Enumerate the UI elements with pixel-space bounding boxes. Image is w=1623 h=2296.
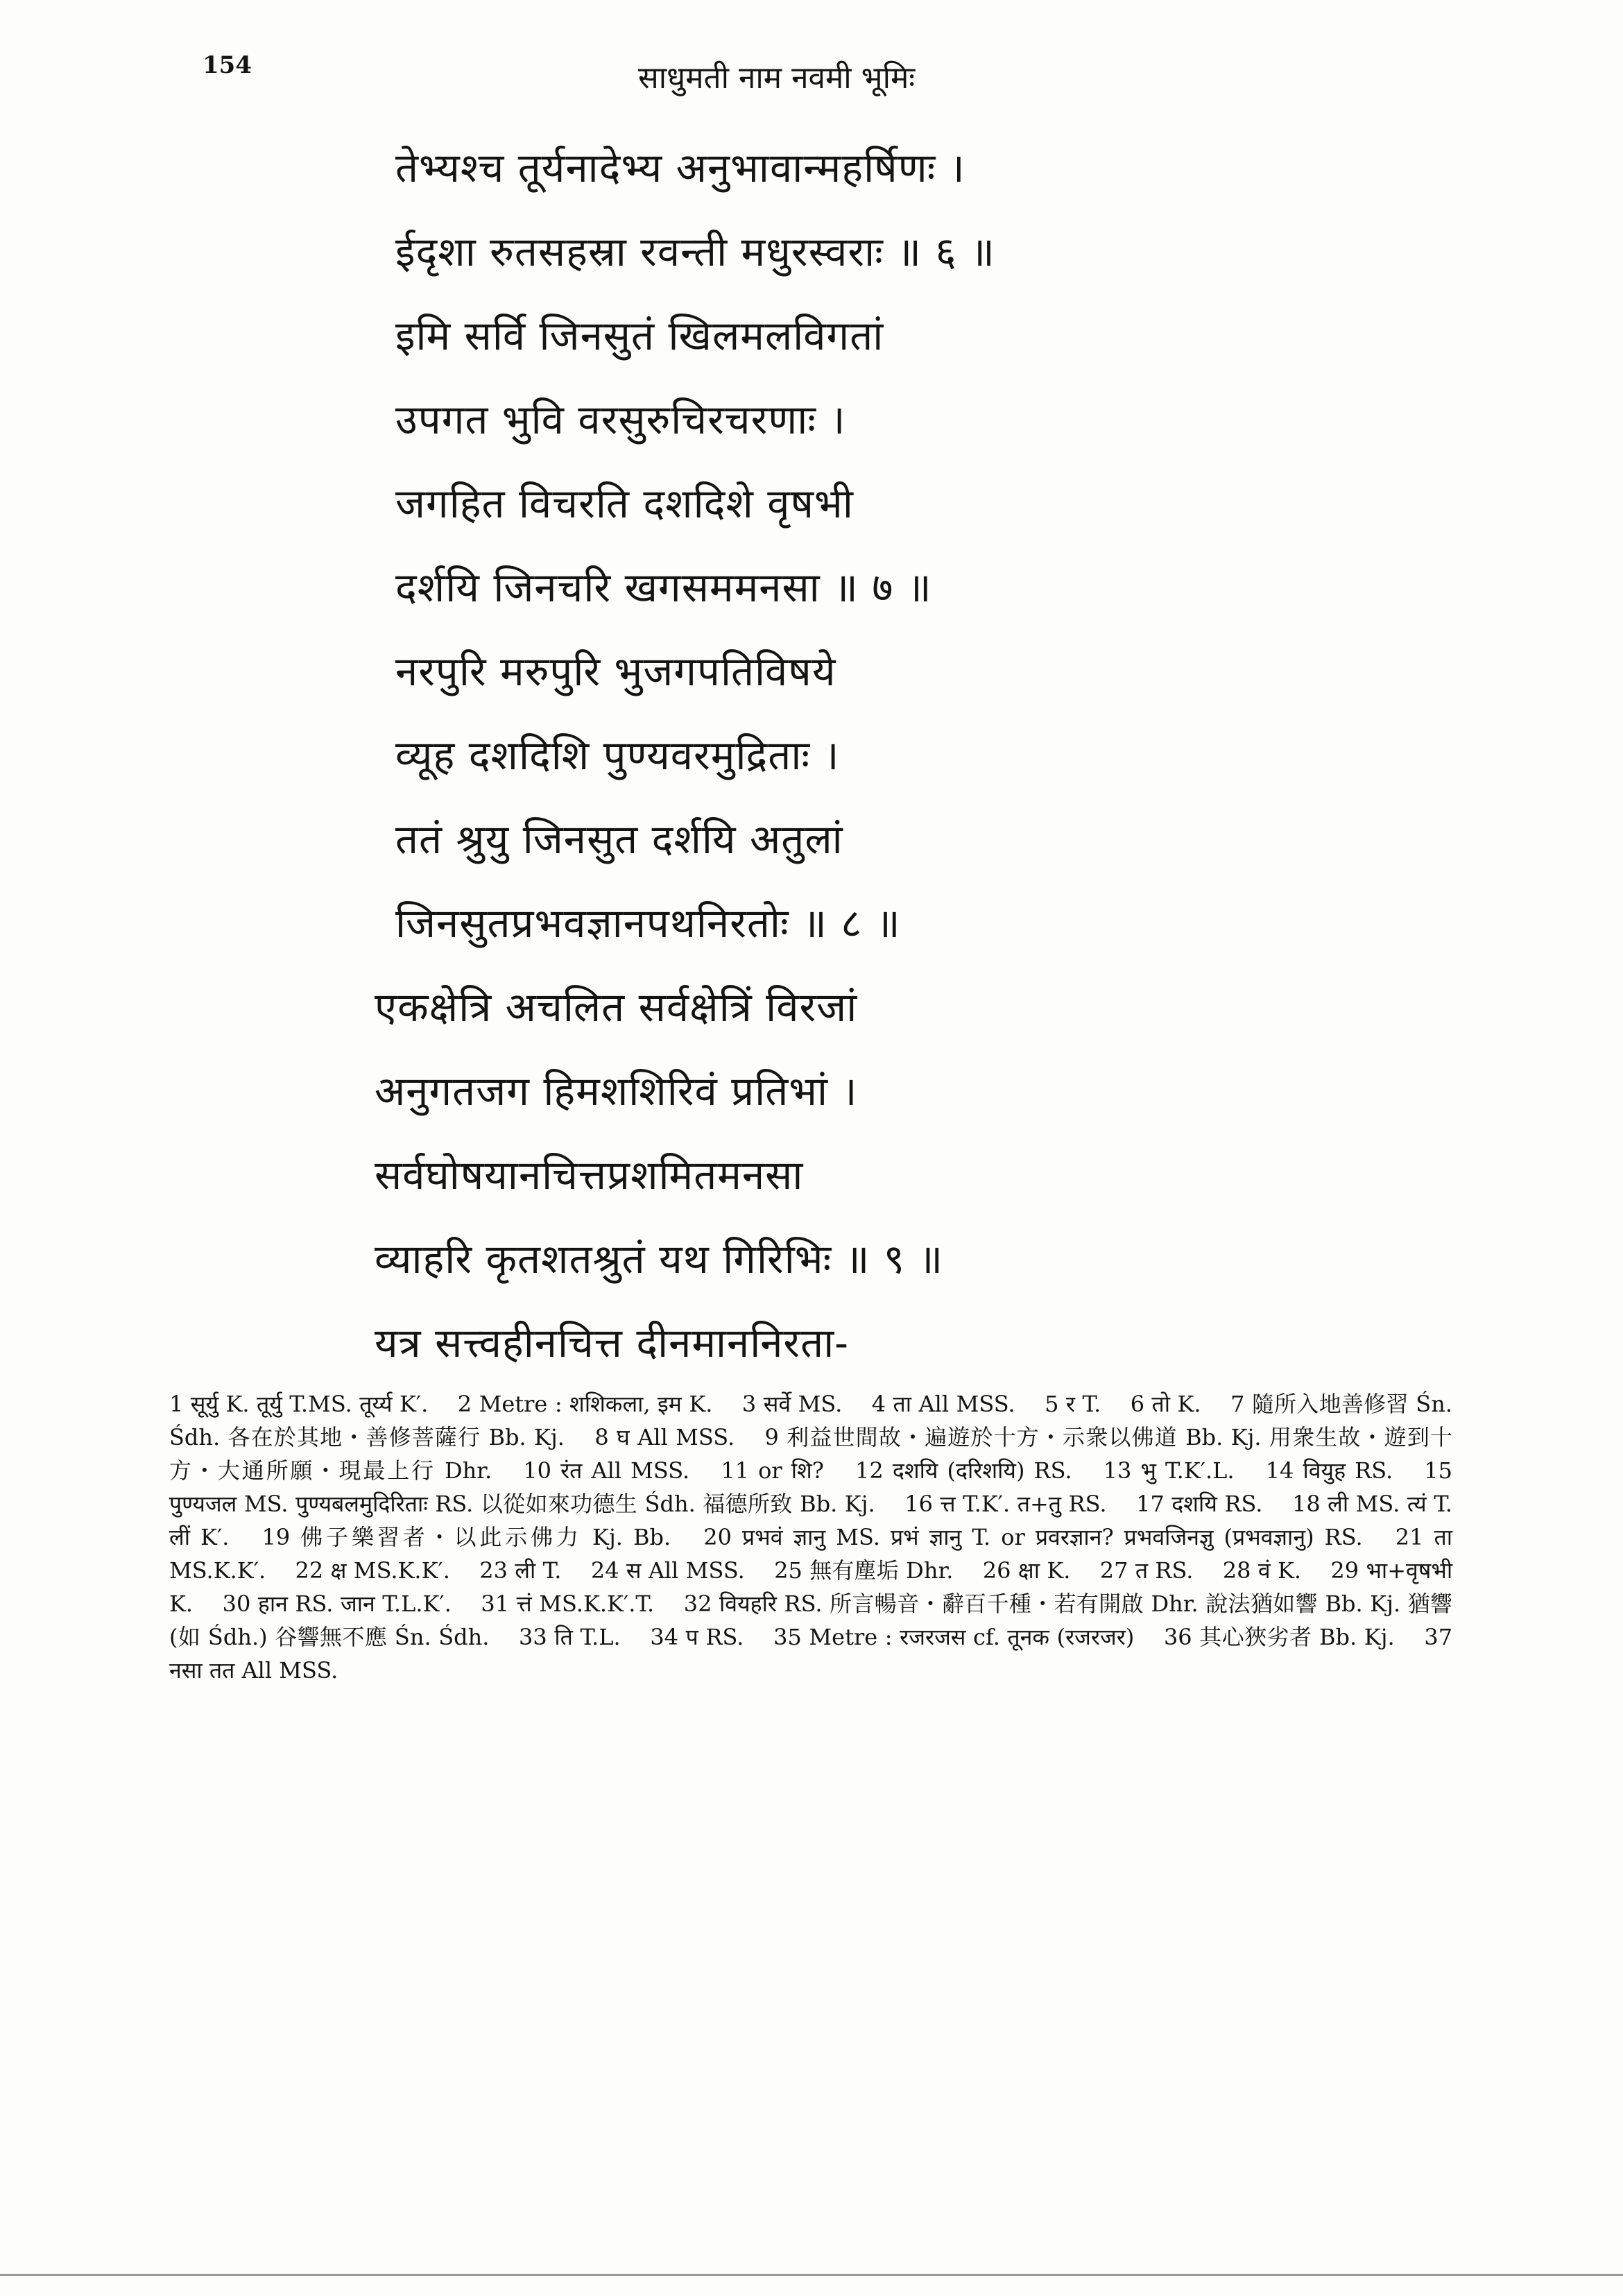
verse-line: जगहित विचरति दशदिशे वृषभी xyxy=(395,480,854,527)
footnote: 6 तो K. xyxy=(1130,1391,1201,1417)
footnote: 26 क्षा K. xyxy=(982,1557,1071,1584)
footnote: 11 or शि? xyxy=(721,1457,824,1484)
verse-line: इमि सर्वि जिनसुतं खिलमलविगतां xyxy=(395,312,884,359)
footnote: 25 無有塵垢 Dhr. xyxy=(774,1557,954,1584)
footnote: 5 र T. xyxy=(1045,1391,1101,1417)
footnote: 35 Metre : रजरजस cf. तूनक (रजरजर) xyxy=(773,1624,1135,1650)
footnote: 16 त्त T.K′. त+तु RS. xyxy=(904,1491,1107,1517)
verse-line: तेभ्यश्च तूर्यनादेभ्य अनुभावान्महर्षिणः । xyxy=(395,144,965,191)
page-number: 154 xyxy=(203,51,252,79)
footnote: 33 ति T.L. xyxy=(519,1624,621,1650)
footnote: 21 ता MS.K.K′. xyxy=(169,1524,1453,1584)
verse-line: अनुगतजग हिमशशिरिवं प्रतिभां । xyxy=(375,1068,858,1115)
footnote: 36 其心狹劣者 Bb. Kj. xyxy=(1163,1624,1395,1650)
footnote: 17 दशयि RS. xyxy=(1136,1491,1263,1517)
footnote: 1 सूर्यु K. तूर्यु T.MS. तूर्य्य K′. xyxy=(169,1391,429,1417)
footnote: 20 प्रभवं ज्ञानु MS. प्रभं ज्ञानु T. or प्रवरज्ञान? प्रभवजिनज्ञु (प्रभवज्ञानु) RS. xyxy=(703,1524,1363,1550)
verse-line: व्याहरि कृतशतश्रुतं यथ गिरिभिः ॥ ९ ॥ xyxy=(375,1235,944,1283)
footnote: 3 सर्वे MS. xyxy=(741,1391,843,1417)
verse-line: जिनसुतप्रभवज्ञानपथनिरतोः ॥ ८ ॥ xyxy=(395,900,901,947)
footnote: 2 Metre : शशिकला, इम K. xyxy=(457,1391,713,1417)
footnote: 29 भा+वृषभी K. xyxy=(169,1557,1453,1617)
verse-line: सर्वघोषयानचित्तप्रशमितमनसा xyxy=(375,1151,804,1199)
verse-line: उपगत भुवि वरसुरुचिरचरणाः । xyxy=(395,396,846,443)
footnote: 8 घ All MSS. xyxy=(594,1424,735,1450)
verse-line: ततं श्रुयु जिनसुत दर्शयि अतुलां xyxy=(395,816,843,863)
verse-line: ईदृशा रुतसहस्रा रवन्ती मधुरस्वराः ॥ ६ ॥ xyxy=(395,228,995,275)
footnote: 37 नसा तत All MSS. xyxy=(169,1624,1453,1684)
verse-block xyxy=(375,126,1519,1385)
footnote: 24 स All MSS. xyxy=(590,1557,745,1584)
footnote: 10 रंत All MSS. xyxy=(523,1457,690,1484)
footnote: 15 पुण्यजल MS. पुण्यबलमुदिरिताः RS. 以從如來功德生 Śdh. 福德所致 Bb. Kj. xyxy=(169,1457,1453,1517)
footnote: 23 ली T. xyxy=(479,1557,562,1584)
verse-line: यत्र सत्त्वहीनचित्त दीनमाननिरता- xyxy=(375,1319,849,1367)
footnote: 7 隨所入地善修習 Śn. Śdh. 各在於其地・善修菩薩行 Bb. Kj. xyxy=(169,1391,1452,1450)
footnote: 18 ली MS. त्यं T. लीं K′. xyxy=(169,1491,1453,1550)
verse-line: दर्शयि जिनचरि खगसममनसा ॥ ७ ॥ xyxy=(395,564,932,611)
footnote: 34 प RS. xyxy=(650,1624,744,1650)
footnote: 28 वं K. xyxy=(1222,1557,1302,1584)
footnote: 19 佛子樂習者・以此示佛力 Kj. Bb. xyxy=(261,1524,671,1550)
footnote: 27 त RS. xyxy=(1099,1557,1194,1584)
footnote: 9 利益世間故・遍遊於十方・示衆以佛道 Bb. Kj. 用衆生故・遊到十方・大通所願・現最上行 Dhr. xyxy=(169,1424,1452,1484)
footnote: 31 त्तं MS.K.K′.T. xyxy=(481,1591,655,1617)
verse-line: व्यूह दशदिशि पुण्यवरमुद्रिताः । xyxy=(395,732,840,779)
footnote: 30 हान RS. जान T.L.K′. xyxy=(222,1591,452,1617)
footnote: 12 दशयि (दरिशयि) RS. xyxy=(855,1457,1072,1484)
footnote: 13 भु T.K′.L. xyxy=(1103,1457,1235,1484)
verse-line: नरपुरि मरुपुरि भुजगपतिविषये xyxy=(395,648,836,695)
running-title: साधुमती नाम नवमी भूमिः xyxy=(638,60,916,96)
footnote: 32 वियहरि RS. 所言暢音・辭百千種・若有開啟 Dhr. 說法猶如響 Bb. Kj. 猶響 (如 Śdh.) 谷響無不應 Śn. Śdh. xyxy=(169,1591,1453,1650)
verse-line: एकक्षेत्रि अचलित सर्वक्षेत्रिं विरजां xyxy=(375,984,858,1031)
footnote: 14 वियुह RS. xyxy=(1265,1457,1393,1484)
footnotes xyxy=(169,1387,1452,1687)
footnote: 22 क्ष MS.K.K′. xyxy=(295,1557,450,1584)
bottom-rule xyxy=(0,2274,1623,2276)
footnote: 4 ता All MSS. xyxy=(871,1391,1015,1417)
